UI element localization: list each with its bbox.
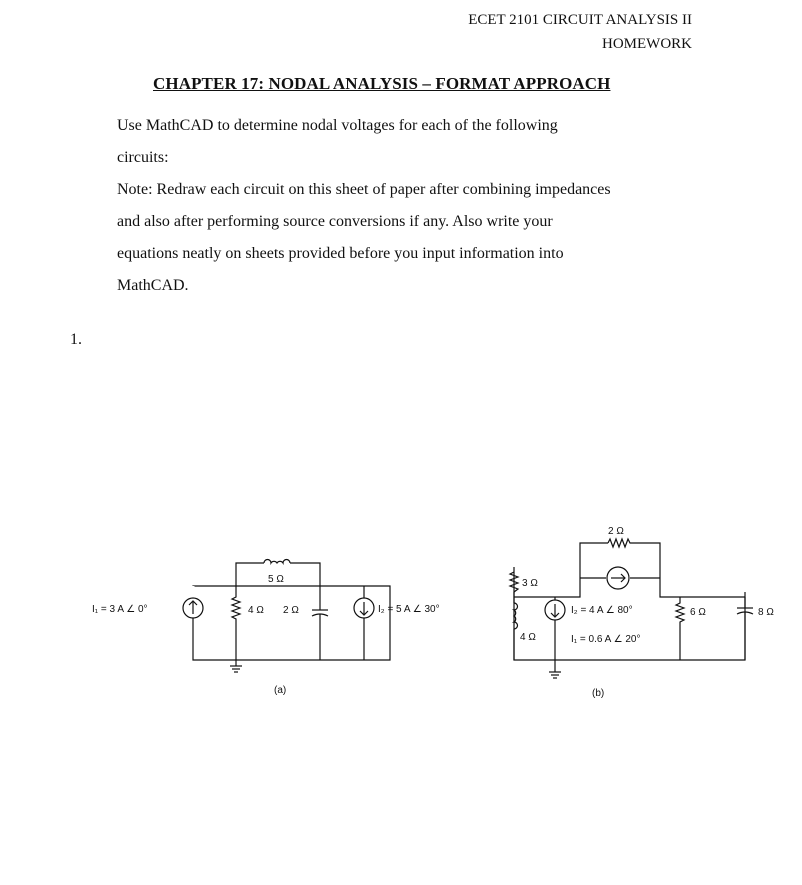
instruction-line-1: Use MathCAD to determine nodal voltages for each of the following <box>117 117 558 134</box>
inductor-5-label-a: 5 Ω <box>268 574 284 585</box>
figure-b-caption: (b) <box>592 688 605 699</box>
course-header: ECET 2101 CIRCUIT ANALYSIS II <box>468 12 692 28</box>
resistor-6-label-b: 6 Ω <box>690 607 706 618</box>
resistor-3-label-b: 3 Ω <box>522 578 538 589</box>
instruction-line-5: equations neatly on sheets provided before you input information into <box>117 245 564 262</box>
circuit-a-frame <box>193 586 390 660</box>
inductor-5-ohm-a <box>264 560 290 564</box>
source-i1-label-a: I₁ = 3 A ∠ 0° <box>92 604 148 615</box>
resistor-4-ohm-a <box>232 586 240 660</box>
resistor-6-ohm-b <box>676 597 684 660</box>
source-i2-label-a: I₂ = 5 A ∠ 30° <box>378 604 440 615</box>
chapter-title: CHAPTER 17: NODAL ANALYSIS – FORMAT APPROACH <box>153 74 611 93</box>
homework-label: HOMEWORK <box>602 36 692 52</box>
figure-a-caption: (a) <box>274 685 287 696</box>
inductor-4-label-b: 4 Ω <box>520 632 536 643</box>
instruction-line-4: and also after performing source conversions if any. Also write your <box>117 213 553 230</box>
resistor-2-label-b: 2 Ω <box>608 526 624 537</box>
instruction-line-6: MathCAD. <box>117 277 189 294</box>
source-i2-label-b: I₂ = 4 A ∠ 80° <box>571 605 633 616</box>
problem-number: 1. <box>70 331 82 348</box>
instruction-line-3: Note: Redraw each circuit on this sheet of paper after combining impedances <box>117 181 611 198</box>
resistor-4-label-a: 4 Ω <box>248 605 264 616</box>
top-loop-b <box>555 543 745 597</box>
capacitor-8-label-b: 8 Ω <box>758 607 774 618</box>
capacitor-2-label-a: 2 Ω <box>283 605 299 616</box>
instruction-line-2: circuits: <box>117 149 169 166</box>
source-i1-label-b: I₁ = 0.6 A ∠ 20° <box>571 634 641 645</box>
resistor-2-ohm-b <box>608 539 632 547</box>
